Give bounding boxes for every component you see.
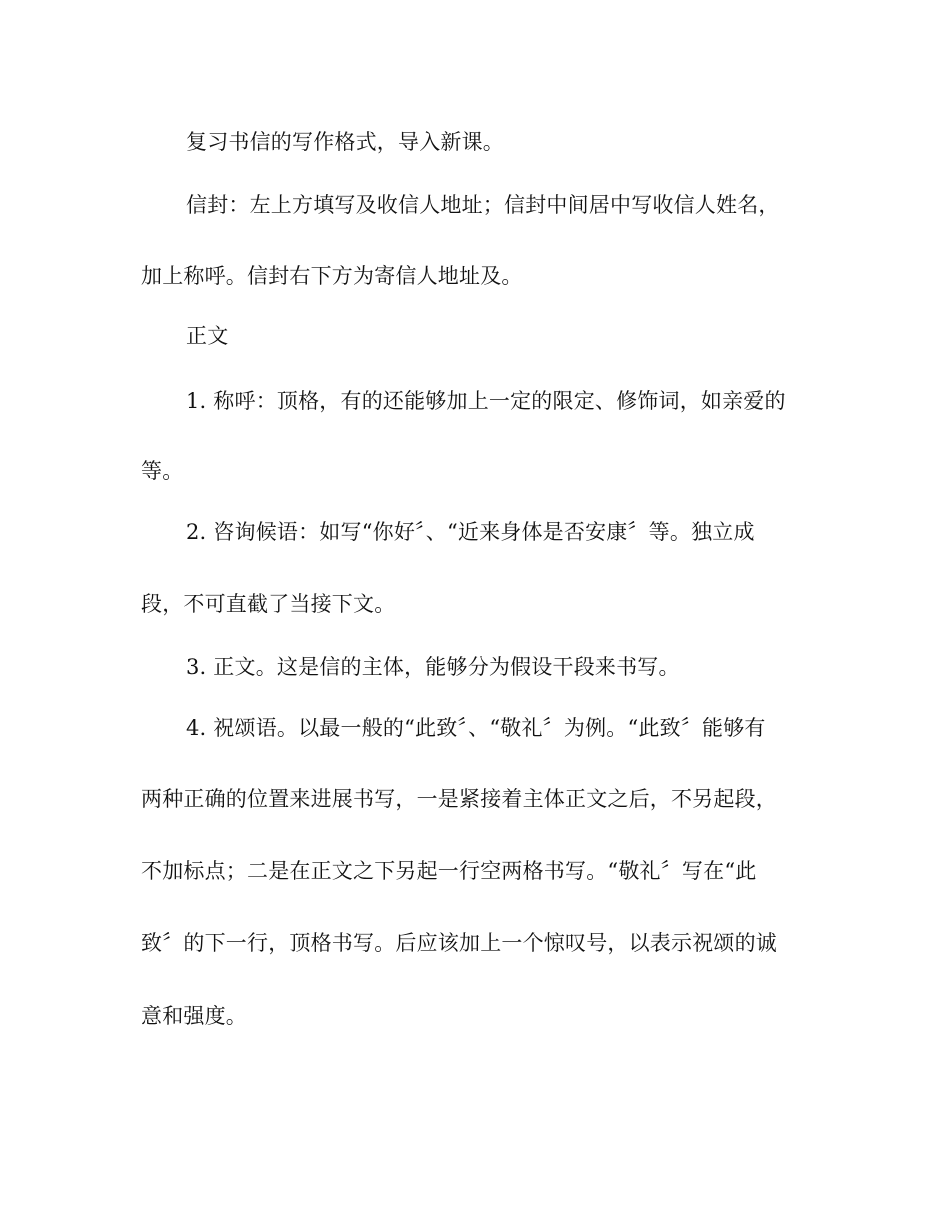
paragraph-5-line-1: 2. 咨询候语：如写“你好〞、“近来身体是否安康〞等。独立成 [186, 520, 755, 544]
paragraph-4-line-1: 1. 称呼：顶格，有的还能够加上一定的限定、修饰词，如亲爱的 [186, 389, 786, 413]
paragraph-2-line-2: 加上称呼。信封右下方为寄信人地址及。 [141, 264, 523, 288]
paragraph-7-line-1: 4. 祝颂语。以最一般的“此致〞、“敬礼〞为例。“此致〞能够有 [186, 716, 766, 740]
paragraph-1-line-1: 复习书信的写作格式，导入新课。 [186, 130, 504, 154]
paragraph-7-line-3: 不加标点；二是在正文之下另起一行空两格书写。“敬礼〞写在“此 [141, 859, 757, 883]
paragraph-2-line-1: 信封：左上方填写及收信人地址；信封中间居中写收信人姓名， [186, 193, 780, 217]
paragraph-7-line-2: 两种正确的位置来进展书写，一是紧接着主体正文之后，不另起段， [141, 787, 777, 811]
paragraph-6-line-1: 3. 正文。这是信的主体，能够分为假设干段来书写。 [186, 655, 680, 679]
paragraph-4-line-2: 等。 [141, 459, 184, 483]
paragraph-5-line-2: 段，不可直截了当接下文。 [141, 592, 396, 616]
paragraph-7-line-5: 意和强度。 [141, 1004, 247, 1028]
paragraph-3-line-1: 正文 [186, 324, 229, 348]
paragraph-7-line-4: 致〞的下一行，顶格书写。后应该加上一个惊叹号，以表示祝颂的诚 [141, 931, 777, 955]
